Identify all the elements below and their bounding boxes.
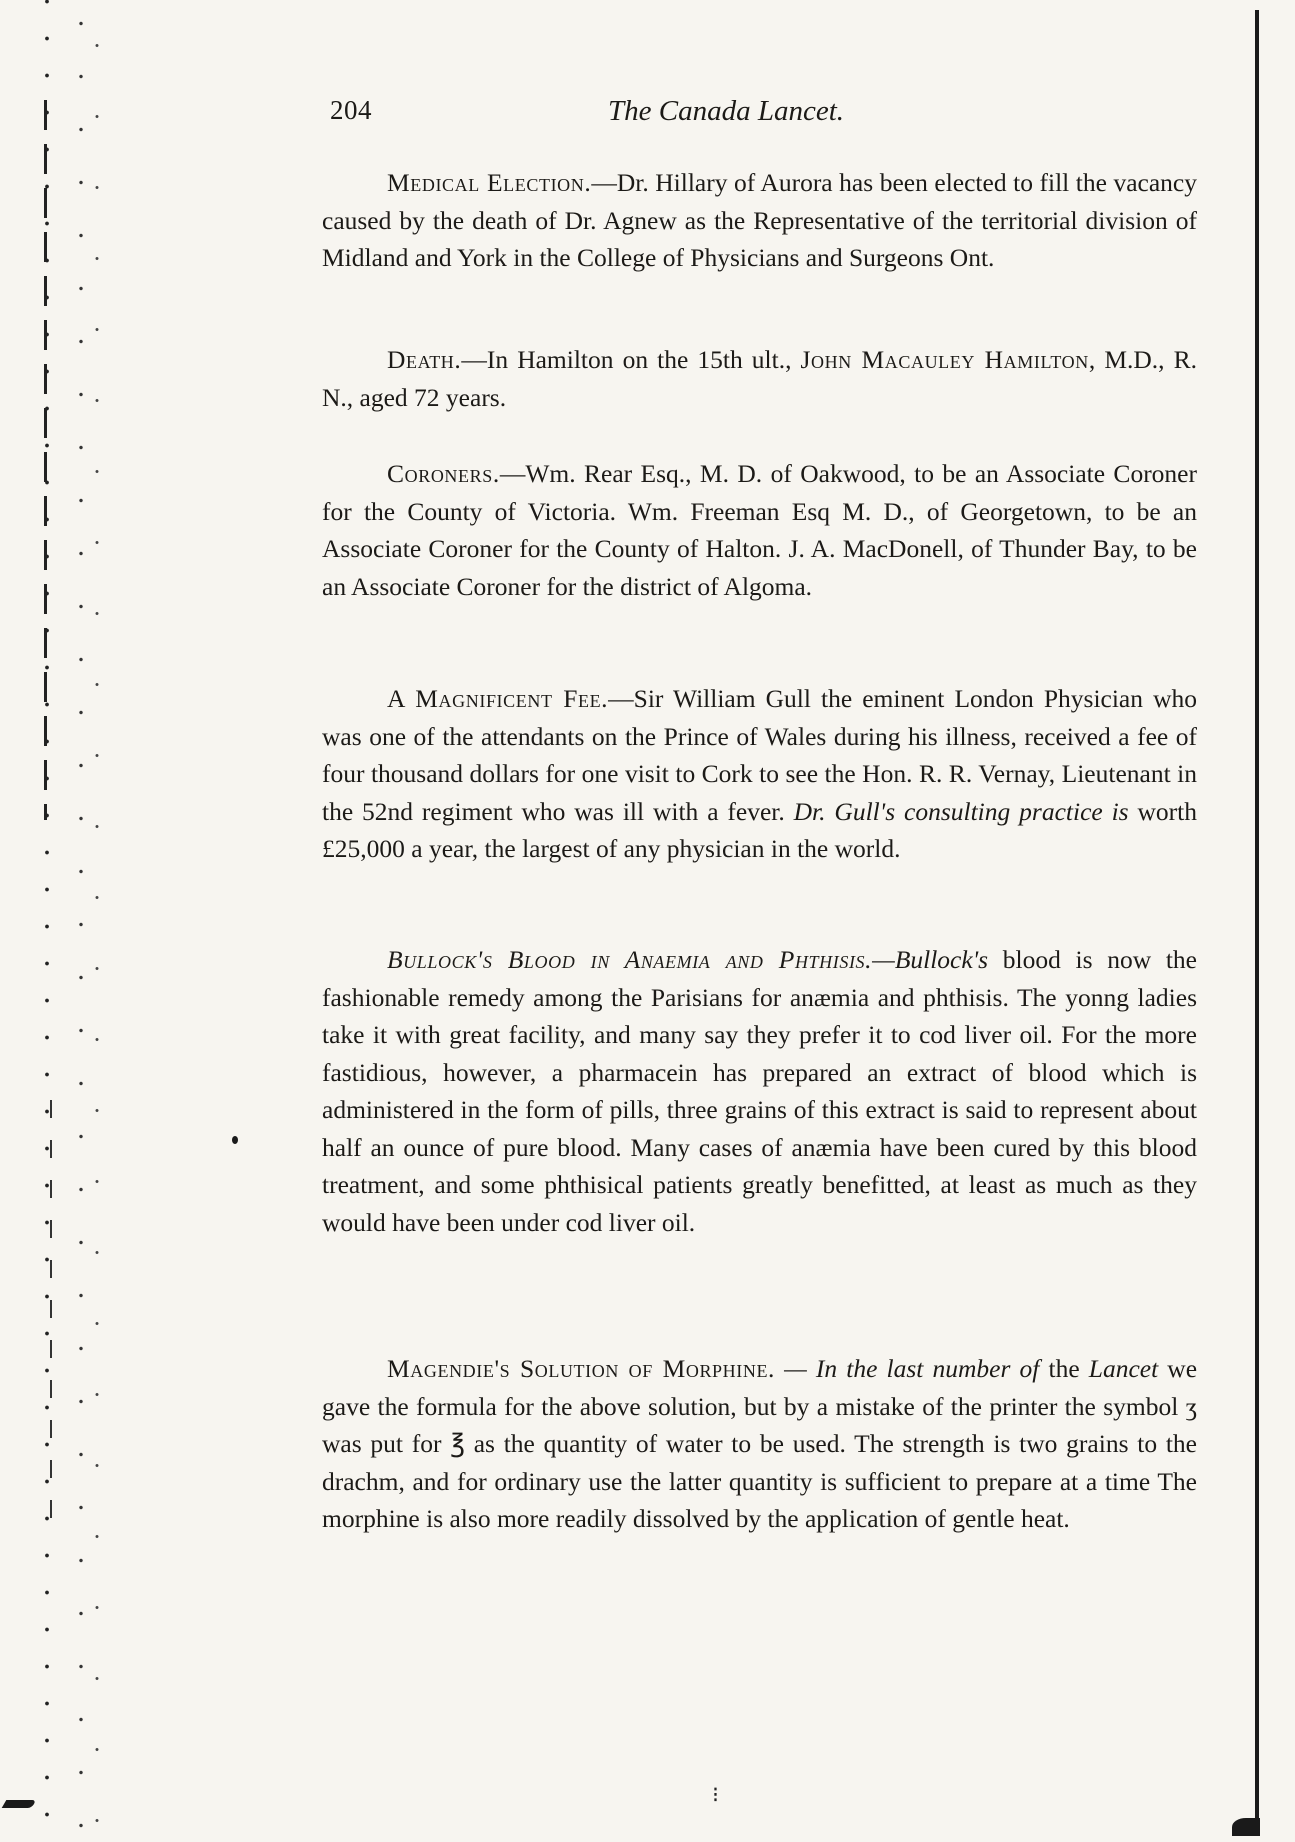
article-body: —Wm. Rear Esq., M. D. of Oakwood, to be an Associate Coroner for the County of Victoria. Wm. Freeman Esq M. D., of Georgetown, to be an Associate Coroner for the County of Halton. J. A. MacDonell, of Thunder Bay, to be an Associate Coroner for the district of Algoma. [322, 459, 1197, 601]
article-coroners [322, 455, 1197, 605]
article-magnificent-fee [322, 680, 1197, 868]
article-body-italic: Dr. Gull's consulting practice is [793, 796, 1129, 826]
bottom-left-scan-mark [2, 1800, 37, 1808]
article-body: —Dr. Hillary of Aurora has been elected to fill the vacancy caused by the death of Dr. Agnew as the Representative of the territorial division of Midland and York in the College of Physicians and Surgeons Ont. [322, 168, 1198, 272]
article-body-end: we gave the formula for the above solution, but by a mistake of the printer the symbol ʒ was put for ℥ as the quantity of water to be used. The strength is two grains to the drachm, and for ordinary use the latter quantity is sufficient to prepare at a time The morphine is also more readily dissolved by the application of gentle heat. [322, 1354, 1198, 1533]
article-death [322, 341, 1197, 416]
article-magendies-solution [322, 1350, 1197, 1538]
article-heading: Medical Election. [387, 168, 592, 197]
ink-spot [232, 1136, 238, 1144]
article-heading-tail: —Bullock's [872, 945, 989, 974]
article-body: the [1039, 1354, 1089, 1383]
running-title: The Canada Lancet. [608, 95, 845, 127]
article-body: —Sir William Gull the eminent London Physician who was one of the attendants on the Prince of Wales during his illness, received a fee of four thousand dollars for one visit to Cork to see the Hon. R. R. Vernay, Lieutenant in the 52nd regiment who was ill with a fever. [322, 684, 1197, 826]
article-heading: A Magnificent Fee. [387, 684, 609, 713]
page-header [330, 95, 1210, 135]
deceased-name: John Macauley Hamilton [800, 345, 1089, 374]
article-heading: Coroners. [387, 459, 500, 488]
article-heading: Magendie's Solution of Morphine. [387, 1354, 776, 1383]
article-body: —In Hamilton on the 15th ult., [461, 345, 801, 374]
article-heading: Death. [387, 345, 462, 374]
left-margin-scan-artifacts [30, 0, 100, 1842]
right-page-edge-line [1255, 10, 1259, 1825]
article-body-end: worth £25,000 a year, the largest of any physician in the world. [322, 796, 1197, 863]
article-medical-election [322, 164, 1197, 277]
journal-name: Lancet [1088, 1354, 1159, 1383]
bottom-right-corner-mark [1232, 1818, 1260, 1836]
article-body-end: , M.D., R. N., aged 72 years. [322, 345, 1197, 412]
article-heading: Bullock's Blood in Anaemia and Phthisis. [387, 945, 873, 974]
article-heading-tail: — In the last number of [775, 1354, 1040, 1383]
footer-scan-mark: ⁝ [712, 1782, 719, 1807]
article-bullocks-blood [322, 941, 1197, 1241]
page-number: 204 [330, 95, 372, 125]
article-body: blood is now the fashionable remedy among the Parisians for anæmia and phthisis. The yonng ladies take it with great facility, and many say they prefer it to cod liver oil. For the more fastidious, however, a pharmacein has prepared an extract of blood which is administered in the form of pills, three grains of this extract is said to represent about half an ounce of pure blood. Many cases of anæmia have been cured by this blood treatment, and some phthisical patients greatly benefitted, at least as much as they would have been under cod liver oil. [322, 945, 1197, 1237]
